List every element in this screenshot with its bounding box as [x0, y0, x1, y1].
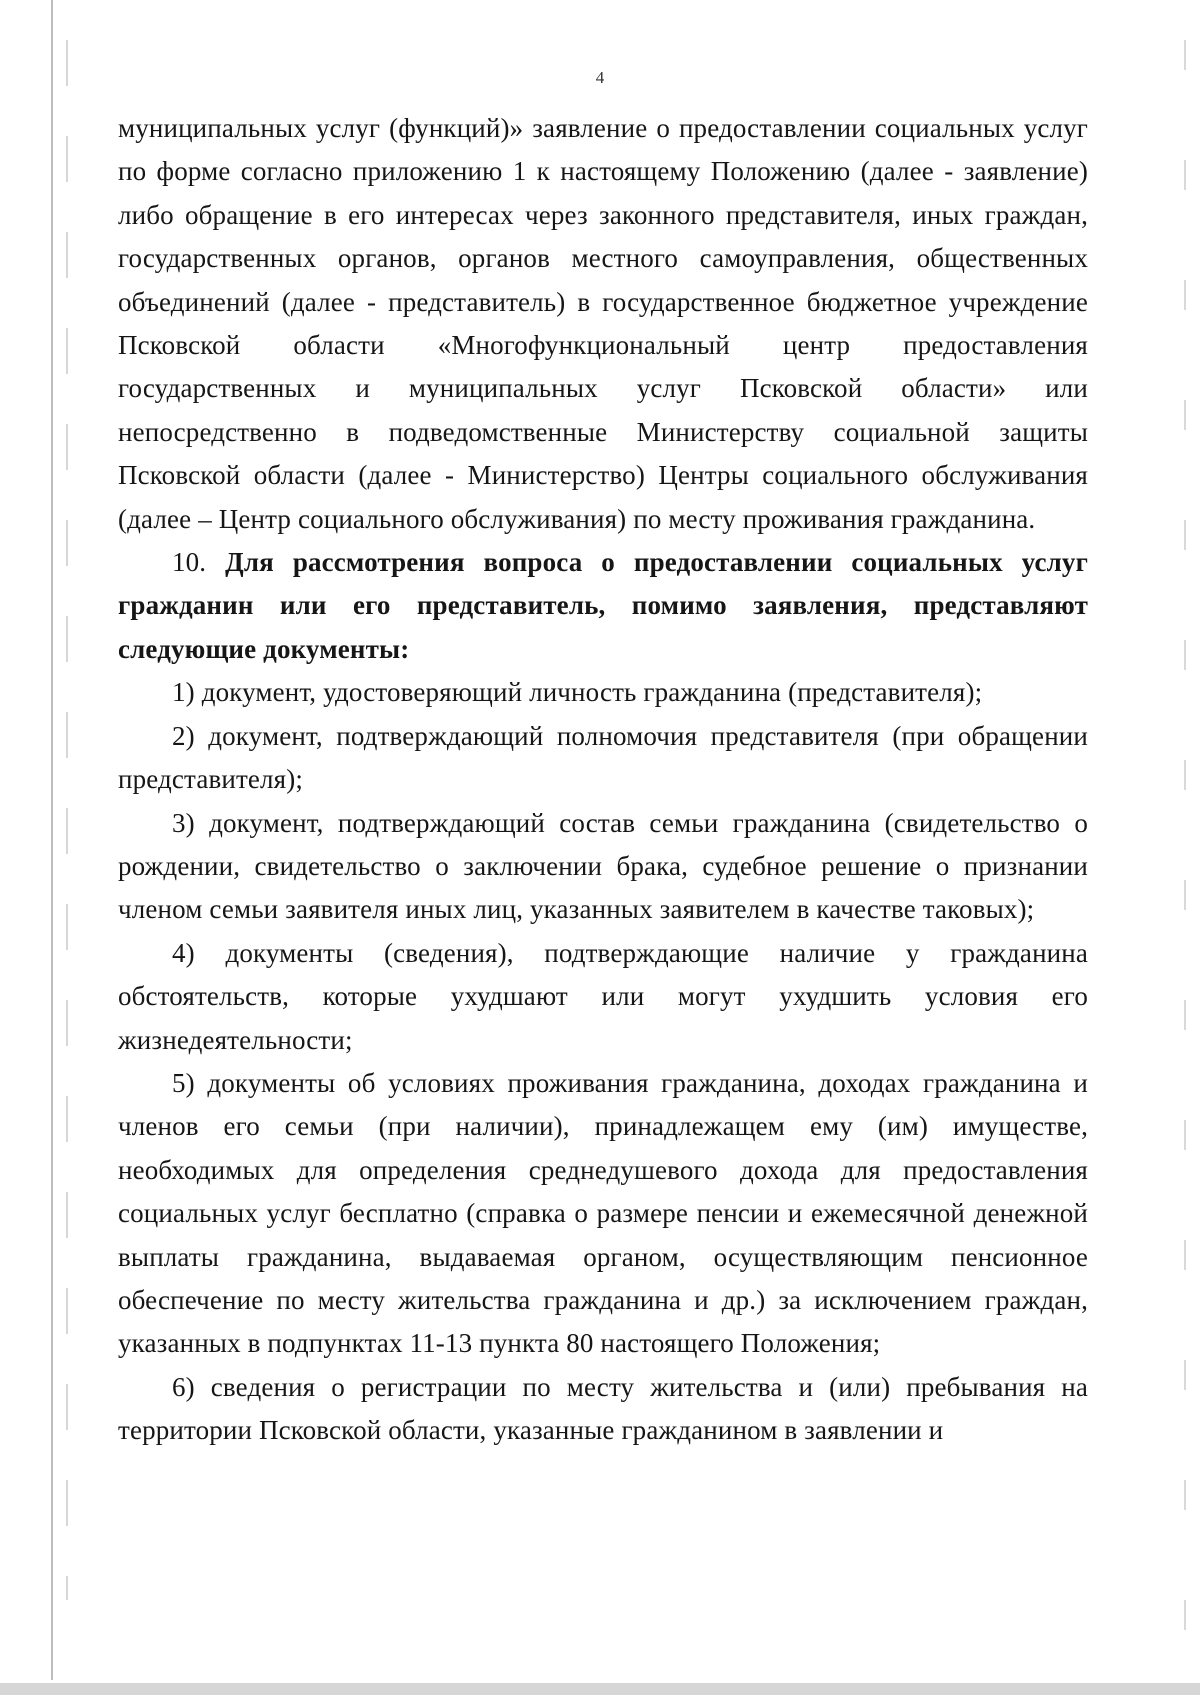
- list-item-2: 2) документ, подтверждающий полномочия представителя (при обращении представителя);: [118, 720, 1088, 795]
- list-item-5: 5) документы об условиях проживания гражданина, доходах гражданина и членов его семьи (при наличии), принадлежащем ему (им) имуществе, необходимых для определения среднедушевого дохода для предоставления социальных услуг бесплатно (справка о размере пенсии и ежемесячной денежной выплаты гражданина, выдаваемая органом, осуществляющим пенсионное обеспечение по месту жительства гражданина и др.) за исключением граждан, указанных в подпунктах 11-13 пункта 80 настоящего Положения;: [118, 1067, 1088, 1359]
- list-item-3: 3) документ, подтверждающий состав семьи гражданина (свидетельство о рождении, свидетельство о заключении брака, судебное решение о признании членом семьи заявителя иных лиц, указанных заявителем в качестве таковых);: [118, 807, 1088, 925]
- scan-edge-marks: [1184, 40, 1186, 1640]
- list-item-4: 4) документы (сведения), подтверждающие наличие у гражданина обстоятельств, которые ухудшают или могут ухудшить условия его жизнедеятельности;: [118, 937, 1088, 1055]
- paragraph-10-bold-text: Для рассмотрения вопроса о предоставлении социальных услуг гражданин или его представитель, помимо заявления, представляют следующие документы:: [118, 547, 1088, 664]
- paragraph-10: [118, 541, 1088, 671]
- paragraph-number: 10.: [172, 547, 226, 578]
- scan-bottom-edge: [0, 1683, 1200, 1695]
- document-body: [118, 107, 1088, 1453]
- page-number: 4: [595, 68, 605, 87]
- list-item-1: 1) документ, удостоверяющий личность гражданина (представителя);: [172, 677, 983, 708]
- list-item-6: 6) сведения о регистрации по месту жительства и (или) пребывания на территории Псковской области, указанные гражданином в заявлении и: [118, 1371, 1088, 1446]
- scan-margin-marks: [66, 40, 68, 1600]
- paragraph-continuation: муниципальных услуг (функций)» заявление о предоставлении социальных услуг по форме согласно приложению 1 к настоящему Положению (далее - заявление) либо обращение в его интересах через законного представителя, иных граждан, государственных органов, органов местного самоуправления, общественных объединений (далее - представитель) в государственное бюджетное учреждение Псковской области «Многофункциональный центр предоставления государственных и муниципальных услуг Псковской области» или непосредственно в подведомственные Министерству социальной защиты Псковской области (далее - Министерство) Центры социального обслуживания (далее – Центр социального обслуживания) по месту проживания гражданина.: [118, 113, 1088, 534]
- scan-margin-line: [51, 0, 53, 1680]
